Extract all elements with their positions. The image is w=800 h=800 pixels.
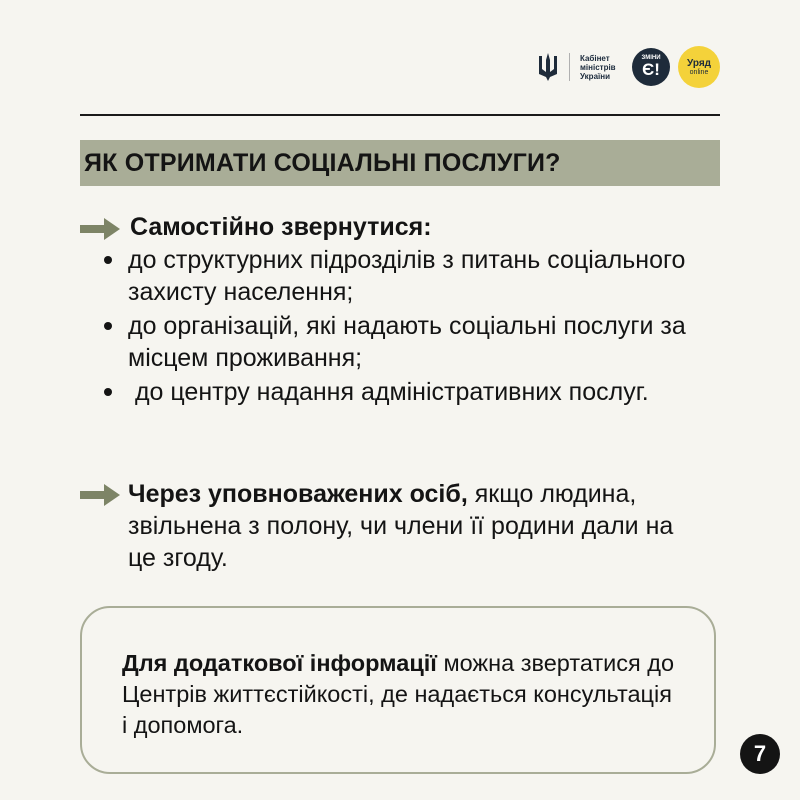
arrow-right-icon xyxy=(80,218,120,240)
uriad-logo-main-text: Уряд xyxy=(687,57,711,69)
page-title: ЯК ОТРИМАТИ СОЦІАЛЬНІ ПОСЛУГИ? xyxy=(84,148,561,177)
info-callout-text xyxy=(122,648,682,741)
zminy-logo-big-text: Є! xyxy=(642,60,660,79)
cabinet-line: України xyxy=(580,71,611,81)
proxy-section xyxy=(128,478,708,574)
header-logos xyxy=(537,46,720,88)
info-callout-box xyxy=(80,606,716,774)
bullet-dot xyxy=(104,322,112,330)
arrow-right-icon xyxy=(80,484,120,506)
cabinet-line: міністрів xyxy=(580,62,616,72)
proxy-section-text: якщо людина, звільнена з полону, чи члени її родини дали на це згоду. xyxy=(128,480,674,572)
list-item-text: до центру надання адміністративних послуг. xyxy=(128,378,649,406)
uriad-logo-sub-text: online xyxy=(689,68,709,76)
list-item-text: до організацій, які надають соціальні послуги за місцем проживання; xyxy=(128,312,686,372)
list-item xyxy=(104,244,704,308)
title-banner xyxy=(80,140,720,186)
info-callout-body: можна звертатися до Центрів життєстійкості, де надається консультація і допомога. xyxy=(122,650,675,738)
header-divider xyxy=(80,114,720,116)
bullet-dot xyxy=(104,388,112,396)
logo-divider xyxy=(569,53,570,81)
page-number-badge: 7 xyxy=(740,734,780,774)
uriad-online-logo xyxy=(678,46,720,88)
cabinet-line: Кабінет xyxy=(580,53,610,63)
cabinet-of-ministers-logo-text xyxy=(580,54,624,81)
list-item-text: до структурних підрозділів з питань соціального захисту населення; xyxy=(128,246,686,306)
ukraine-trident-icon xyxy=(537,52,559,82)
zminy-ye-logo xyxy=(632,48,670,86)
self-section-heading: Самостійно звернутися: xyxy=(130,213,432,241)
list-item xyxy=(104,376,704,408)
self-options-list xyxy=(104,244,704,410)
proxy-section-heading: Через уповноважених осіб, xyxy=(128,480,468,508)
info-callout-heading: Для додаткової інформації xyxy=(122,650,437,676)
bullet-dot xyxy=(104,256,112,264)
zminy-logo-small-text: ЗМІНИ xyxy=(641,55,661,61)
list-item xyxy=(104,310,704,374)
